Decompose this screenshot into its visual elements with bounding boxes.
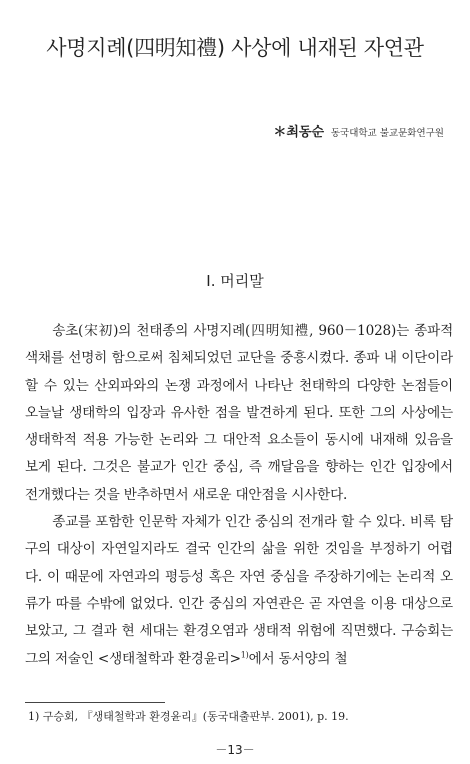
paragraph-2-tail: 에서 동서양의 철: [248, 650, 348, 667]
page-title: 사명지례(四明知禮) 사상에 내재된 자연관: [46, 36, 424, 60]
author-name: ＊최동순: [273, 125, 325, 140]
footnote-marker: 1): [240, 650, 249, 660]
paragraph-2: [25, 509, 453, 673]
page-number: －13－: [215, 743, 255, 757]
footnote-divider: [25, 702, 165, 703]
paragraph-2-text: 종교를 포함한 인문학 자체가 인간 중심의 전개라 할 수 있다. 비록 탐구의 대상이 자연일지라도 결국 인간의 삶을 위한 것임을 부정하기 어렵다. 이 때문에 자연과의 평등성 혹은 자연 중심을 주장하기에는 논리적 오류가 따를 수밖에 없었다. 인간 중심의 자연관은 곧 자연을 이용 대상으로 보았고, 그 결과 현 세대는 환경오염과 생태적 위험에 직면했다. 구승회는 그의 저술인 <생태철학과 환경윤리>: [25, 514, 453, 667]
author-byline: [273, 121, 444, 140]
section-heading: I. 머리말: [206, 272, 264, 290]
footnote: 1) 구승회, 『생태철학과 환경윤리』(동국대출판부. 2001), p. 19.: [28, 710, 349, 723]
body-text: [25, 318, 453, 673]
paragraph-1: 송초(宋初)의 천태종의 사명지례(四明知禮, 960－1028)는 종파적 색채를 선명히 함으로써 침체되었던 교단을 중흥시켰다. 종파 내 이단이라 할 수 있는 산외파와의 논쟁 과정에서 나타난 천태학의 다양한 논점들이 오늘날 생태학의 입장과 유사한 점을 발견하게 된다. 또한 그의 사상에는 생태학적 적용 가능한 논리와 그 대안적 요소들이 동시에 내재해 있음을 보게 된다. 그것은 불교가 인간 중심, 즉 깨달음을 향하는 인간 입장에서 전개했다는 것을 반추하면서 새로운 대안점을 시사한다.: [25, 323, 453, 503]
author-affiliation: 동국대학교 불교문화연구원: [330, 128, 444, 139]
